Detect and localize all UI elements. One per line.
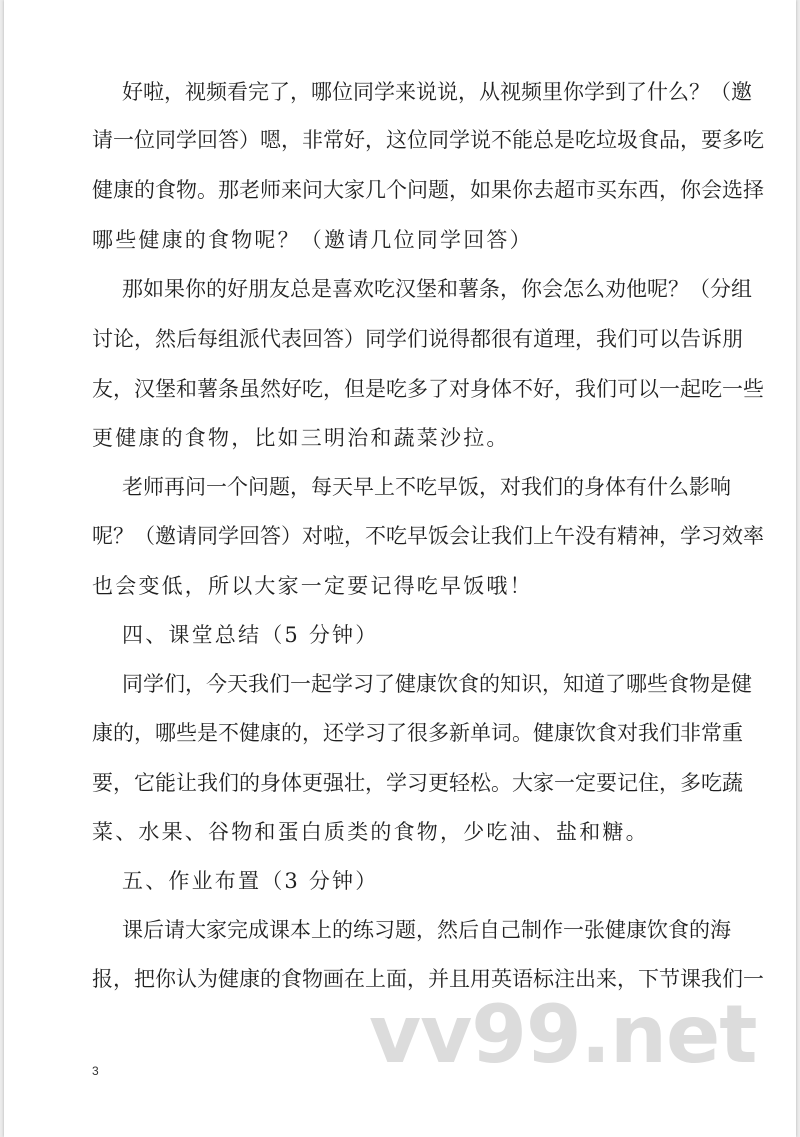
paragraph-line: 那如果你的好朋友总是喜欢吃汉堡和薯条，你会怎么劝他呢？（分组 xyxy=(122,277,752,301)
paragraph-line: 菜、水果、谷物和蛋白质类的食物，少吃油、盐和糖。 xyxy=(92,820,649,844)
page-number: 3 xyxy=(92,1064,99,1078)
paragraph-line: 好啦，视频看完了，哪位同学来说说，从视频里你学到了什么？（邀 xyxy=(122,80,752,104)
paragraph-line: 讨论，然后每组派代表回答）同学们说得都很有道理，我们可以告诉朋 xyxy=(92,327,743,351)
paragraph-line: 也会变低，所以大家一定要记得吃早饭哦！ xyxy=(92,574,533,598)
document-page xyxy=(4,0,796,1137)
paragraph-line: 课后请大家完成课本上的练习题，然后自己制作一张健康饮食的海 xyxy=(122,918,731,942)
paragraph-line: 友，汉堡和薯条虽然好吃，但是吃多了对身体不好，我们可以一起吃一些 xyxy=(92,377,764,401)
paragraph-line: 健康的食物。那老师来问大家几个问题，如果你去超市买东西，你会选择 xyxy=(92,178,764,202)
paragraph-line: 同学们，今天我们一起学习了健康饮食的知识，知道了哪些食物是健 xyxy=(122,672,752,696)
paragraph-line: 哪些健康的食物呢？（邀请几位同学回答） xyxy=(92,228,533,252)
paragraph-line: 更健康的食物，比如三明治和蔬菜沙拉。 xyxy=(92,426,510,450)
paragraph-line: 呢？（邀请同学回答）对啦，不吃早饭会让我们上午没有精神，学习效率 xyxy=(92,524,764,548)
paragraph-line: 报，把你认为健康的食物画在上面，并且用英语标注出来，下节课我们一 xyxy=(92,967,764,991)
section-heading: 五、作业布置（3 分钟） xyxy=(122,869,379,893)
paragraph-line: 康的，哪些是不健康的，还学习了很多新单词。健康饮食对我们非常重 xyxy=(92,721,743,745)
watermark: vv99.net xyxy=(369,988,757,1081)
paragraph-line: 要，它能让我们的身体更强壮，学习更轻松。大家一定要记住，多吃蔬 xyxy=(92,771,743,795)
paragraph-line: 老师再问一个问题，每天早上不吃早饭，对我们的身体有什么影响 xyxy=(122,475,731,499)
section-heading: 四、课堂总结（5 分钟） xyxy=(122,623,379,647)
paragraph-line: 请一位同学回答）嗯，非常好，这位同学说不能总是吃垃圾食品，要多吃 xyxy=(92,128,764,152)
